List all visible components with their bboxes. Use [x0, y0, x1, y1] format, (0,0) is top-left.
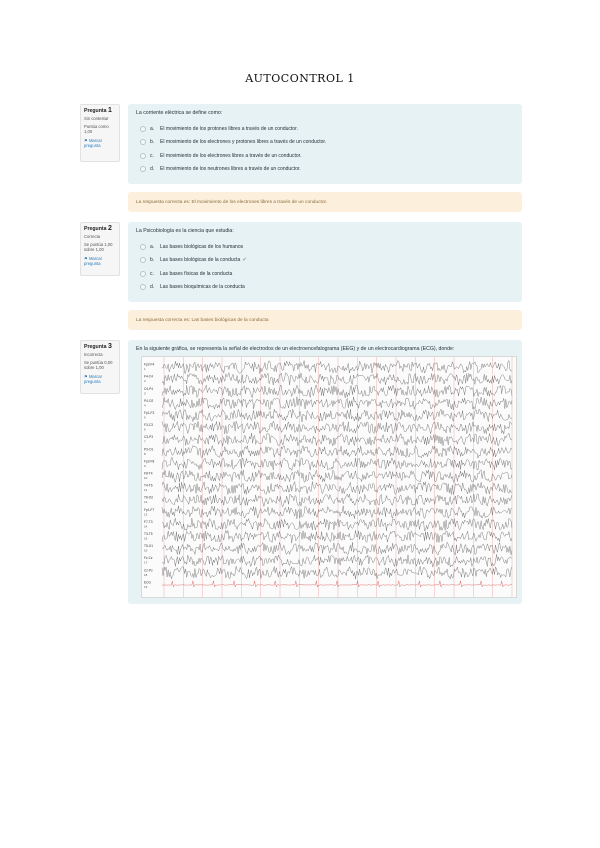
- eeg-trace: [162, 581, 512, 587]
- radio-icon[interactable]: [140, 139, 146, 145]
- question-status: Incorrecta: [84, 352, 103, 358]
- radio-icon[interactable]: [140, 166, 146, 172]
- channel-label: F8-T4: [144, 471, 153, 476]
- channel-label: T5-O1: [144, 544, 154, 549]
- question-number: Pregunta 2: [84, 225, 112, 232]
- question-info-3: [80, 340, 120, 394]
- channel-label: T3-T5: [144, 532, 153, 537]
- check-icon: ✓: [242, 257, 247, 264]
- radio-icon[interactable]: [140, 244, 146, 250]
- eeg-trace: [162, 470, 512, 483]
- eeg-trace: [162, 385, 512, 398]
- channel-label: Fp1-F7: [144, 507, 155, 512]
- eeg-trace: [162, 518, 512, 531]
- question-content-1: [128, 104, 522, 184]
- channel-number: 16: [144, 548, 148, 553]
- channel-label: Fp2-F8: [144, 459, 155, 464]
- page-title: AUTOCONTROL 1: [245, 72, 355, 85]
- answer-option[interactable]: d. El movimiento de los neutrones libres a través de un conductor.: [136, 163, 514, 177]
- question-info-2: [80, 222, 120, 276]
- eeg-trace: [162, 458, 512, 471]
- eeg-figure: [141, 356, 517, 598]
- eeg-trace: [162, 446, 512, 459]
- question-info-1: [80, 104, 120, 162]
- channel-label: F4-C4: [144, 374, 153, 379]
- flag-question-link[interactable]: ⚑ Marcar pregunta: [84, 373, 102, 385]
- question-status: Sin contestar: [84, 116, 109, 122]
- question-text: En la siguiente gráfica, se representa la señal de electrodos de un electroencefalograma (EEG) y de un electrocardiograma (ECG), donde:: [136, 346, 455, 352]
- channel-number: 1: [144, 367, 146, 372]
- channel-label: F7-T3: [144, 519, 153, 524]
- channel-label: P4-O2: [144, 398, 154, 403]
- channel-number: 17: [144, 560, 148, 565]
- channel-number: 11: [144, 488, 148, 493]
- radio-icon[interactable]: [140, 126, 146, 132]
- answer-option[interactable]: c. Las bases físicas de la conducta: [136, 267, 514, 281]
- channel-label: Cz-Pz: [144, 568, 153, 573]
- answer-option[interactable]: a. El movimiento de los protones libres a través de un conductor.: [136, 122, 514, 136]
- channel-number: 13: [144, 512, 148, 517]
- eeg-trace: [162, 506, 512, 519]
- flag-icon: ⚑: [84, 137, 88, 143]
- eeg-trace: [162, 542, 512, 555]
- question-text: La corriente eléctrica se define como:: [136, 110, 223, 116]
- question-number: Pregunta 1: [84, 107, 112, 114]
- channel-label: Fp1-F3: [144, 410, 155, 415]
- channel-label: T4-T6: [144, 483, 153, 488]
- question-score: Se puntúa 1,00 sobre 1,00: [84, 241, 113, 253]
- flag-question-link[interactable]: ⚑ Marcar pregunta: [84, 137, 102, 149]
- flag-icon: ⚑: [84, 255, 88, 261]
- question-number: Pregunta 3: [84, 343, 112, 350]
- channel-number: 8: [144, 451, 146, 456]
- channel-label: F3-C3: [144, 423, 153, 428]
- question-score: Se puntúa 0,00 sobre 1,00: [84, 359, 113, 371]
- answer-option[interactable]: d. Las bases bioquímicas de la conducta: [136, 281, 514, 295]
- channel-number: 19: [144, 584, 148, 589]
- channel-label: P3-O1: [144, 447, 154, 452]
- channel-label: Fp2-F4: [144, 362, 155, 367]
- channel-number: 2: [144, 379, 146, 384]
- eeg-traces: [142, 357, 516, 597]
- channel-number: 14: [144, 524, 148, 529]
- radio-icon[interactable]: [140, 153, 146, 159]
- eeg-trace: [162, 397, 512, 410]
- eeg-trace: [162, 566, 512, 579]
- eeg-trace: [162, 554, 512, 567]
- channel-label: Fz-Cz: [144, 556, 153, 561]
- question-text: La Psicobiología es la ciencia que estudia:: [136, 228, 234, 234]
- channel-number: 12: [144, 500, 148, 505]
- feedback-correct-answer: La respuesta correcta es: El movimiento de los electrones libres a través de un conductor.: [128, 192, 522, 212]
- channel-number: 6: [144, 427, 146, 432]
- flag-question-link[interactable]: ⚑ Marcar pregunta: [84, 255, 102, 267]
- channel-label: C3-P3: [144, 435, 154, 440]
- radio-icon[interactable]: [140, 271, 146, 277]
- feedback-correct-answer: La respuesta correcta es: Las bases biológicas de la conducta: [128, 310, 522, 330]
- channel-number: 4: [144, 403, 146, 408]
- channel-number: 3: [144, 391, 146, 396]
- channel-number: 5: [144, 415, 146, 420]
- channel-number: 18: [144, 572, 148, 577]
- channel-number: 9: [144, 463, 146, 468]
- answer-option[interactable]: c. El movimiento de los electrones libres a través de un conductor.: [136, 149, 514, 163]
- channel-number: 15: [144, 536, 148, 541]
- answer-option[interactable]: a. Las bases biológicas de los humanos: [136, 240, 514, 254]
- channel-label: C4-P4: [144, 386, 154, 391]
- channel-number: 10: [144, 476, 148, 480]
- channel-label: ECG: [144, 580, 151, 585]
- answer-option[interactable]: b. Las bases biológicas de la conducta ✓: [136, 254, 514, 268]
- eeg-trace: [162, 409, 512, 422]
- question-score: Puntúa como 1,00: [84, 123, 109, 135]
- eeg-trace: [162, 530, 512, 543]
- eeg-trace: [162, 482, 512, 495]
- answer-option[interactable]: b. El movimiento de los electrones y protones libres a través de un conductor.: [136, 136, 514, 150]
- radio-icon[interactable]: [140, 257, 146, 263]
- flag-icon: ⚑: [84, 373, 88, 379]
- eeg-trace: [162, 433, 512, 446]
- eeg-trace: [162, 421, 512, 434]
- question-status: Correcta: [84, 234, 101, 240]
- channel-number: 7: [144, 439, 146, 444]
- channel-label: T6-O2: [144, 495, 154, 500]
- eeg-trace: [162, 494, 512, 507]
- eeg-trace: [162, 373, 512, 386]
- eeg-trace: [162, 361, 512, 374]
- question-content-2: [128, 222, 522, 302]
- radio-icon[interactable]: [140, 284, 146, 290]
